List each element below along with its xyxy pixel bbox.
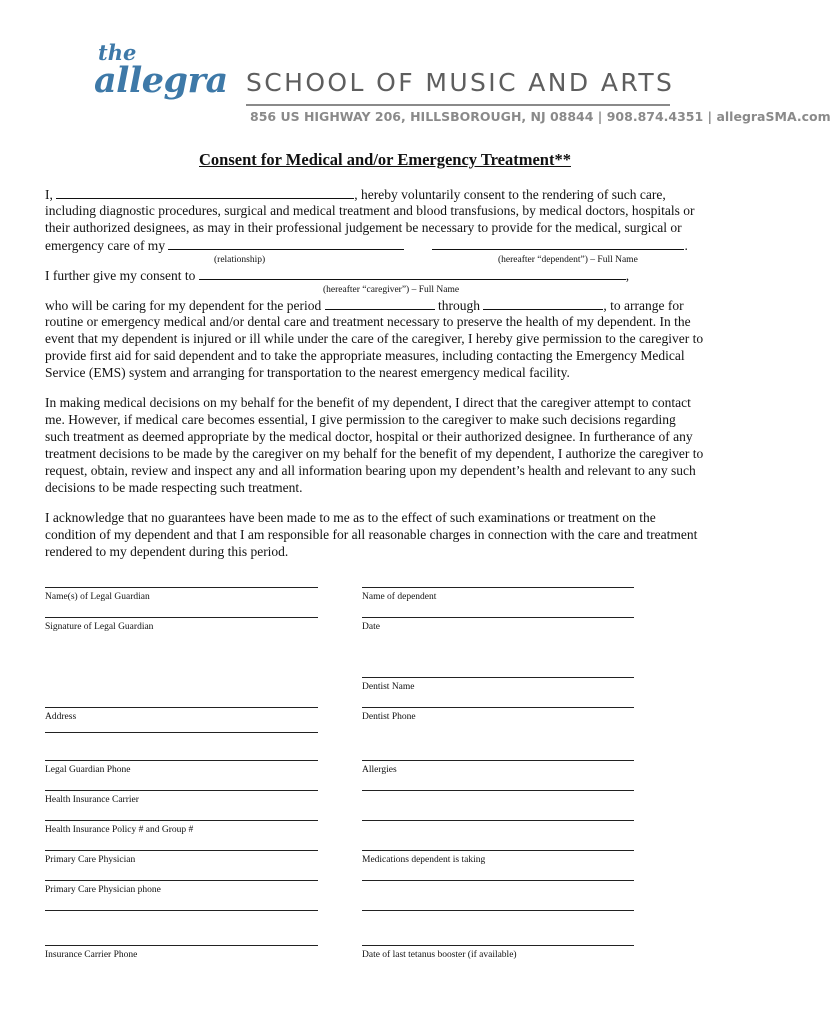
acknowledge-line-3: rendered to my dependent during this period. xyxy=(45,544,289,559)
date-label: Date xyxy=(362,622,380,632)
allergies-line-3[interactable] xyxy=(362,820,634,821)
dentist-name-line[interactable] xyxy=(362,677,634,678)
logo-allegra-text: allegra xyxy=(94,60,228,101)
consent-line-5-suffix: , xyxy=(625,268,630,283)
decision-line-4: treatment decisions to be made by the caregiver on my behalf for the benefit of my dependent, I authorize the caregiver to xyxy=(45,446,704,461)
consent-line-1 xyxy=(45,186,666,204)
insurance-phone-label: Insurance Carrier Phone xyxy=(45,950,138,960)
school-logo xyxy=(86,38,831,130)
tetanus-date-line[interactable] xyxy=(362,945,634,946)
address-label: Address xyxy=(45,712,77,722)
insurance-policy-line[interactable] xyxy=(45,820,318,821)
decision-line-3: such treatment as deemed appropriate by the medical doctor, hospital or their authorized designee. In furtherance of any xyxy=(45,429,693,444)
relationship-blank[interactable] xyxy=(168,237,404,250)
dentist-name-label: Dentist Name xyxy=(362,682,415,692)
consent-line-1-suffix: , hereby voluntarily consent to the rendering of such care, xyxy=(354,187,666,202)
allergies-line[interactable] xyxy=(362,760,634,761)
caregiver-name-blank[interactable] xyxy=(199,267,626,280)
acknowledge-line-2: condition of my dependent and that I am responsible for all reasonable charges in connection with the care and treatment xyxy=(45,527,698,542)
logo-the-text: the xyxy=(98,40,137,65)
decision-line-2: me. However, if medical care becomes essential, I give permission to the caregiver to make such decisions regarding xyxy=(45,412,676,427)
consent-line-6-suffix: , to arrange for xyxy=(603,298,684,313)
consent-line-4-suffix: . xyxy=(684,238,688,253)
decision-line-6: decisions to be made respecting such treatment. xyxy=(45,480,303,495)
medications-label: Medications dependent is taking xyxy=(362,855,486,865)
dentist-phone-label: Dentist Phone xyxy=(362,712,416,722)
consent-line-3: their authorized designees, as may in their professional judgement be necessary to provide for the medical, surgical or xyxy=(45,220,682,235)
date-line[interactable] xyxy=(362,617,634,618)
insurance-carrier-label: Health Insurance Carrier xyxy=(45,795,139,805)
guardian-names-line[interactable] xyxy=(45,587,318,588)
consent-line-6-prefix: who will be caring for my dependent for the period xyxy=(45,298,325,313)
consent-line-9: provide first aid for said dependent and to take the appropriate measures, including contacting the Emergency Medical xyxy=(45,348,685,363)
guardian-phone-label: Legal Guardian Phone xyxy=(45,765,131,775)
consent-line-6 xyxy=(45,297,684,315)
document-title: Consent for Medical and/or Emergency Treatment** xyxy=(199,150,571,169)
guardian-name-blank[interactable] xyxy=(56,186,354,199)
dependent-name-blank[interactable] xyxy=(432,237,684,250)
blank-left-line[interactable] xyxy=(45,910,318,911)
consent-line-1-prefix: I, xyxy=(45,187,57,202)
allergies-line-2[interactable] xyxy=(362,790,634,791)
consent-line-5-prefix: I further give my consent to xyxy=(45,268,199,283)
primary-physician-phone-label: Primary Care Physician phone xyxy=(45,885,161,895)
medications-line-3[interactable] xyxy=(362,910,634,911)
primary-physician-phone-line[interactable] xyxy=(45,880,318,881)
guardian-signature-label: Signature of Legal Guardian xyxy=(45,622,154,632)
logo-divider xyxy=(246,104,670,106)
insurance-policy-label: Health Insurance Policy # and Group # xyxy=(45,825,194,835)
guardian-phone-line[interactable] xyxy=(45,760,318,761)
period-end-blank[interactable] xyxy=(483,297,603,310)
address-line-2[interactable] xyxy=(45,732,318,733)
consent-line-2: including diagnostic procedures, surgical and medical treatment and blood transfusions, by medical doctors, hospitals or xyxy=(45,203,695,218)
dependent-name-label: Name of dependent xyxy=(362,592,437,602)
insurance-phone-line[interactable] xyxy=(45,945,318,946)
medications-line-2[interactable] xyxy=(362,880,634,881)
acknowledge-line-1: I acknowledge that no guarantees have been made to me as to the effect of such examinations or treatment on the xyxy=(45,510,656,525)
decision-line-5: request, obtain, review and inspect any and all information bearing upon my dependent’s health and relevant to any such xyxy=(45,463,696,478)
consent-line-5 xyxy=(45,267,629,285)
dependent-label: (hereafter “dependent”) – Full Name xyxy=(498,255,638,265)
dentist-phone-line[interactable] xyxy=(362,707,634,708)
relationship-label: (relationship) xyxy=(214,255,266,265)
caregiver-label: (hereafter “caregiver”) – Full Name xyxy=(323,285,460,295)
address-line[interactable] xyxy=(45,707,318,708)
school-address: 856 US HIGHWAY 206, HILLSBOROUGH, NJ 08844 | 908.874.4351 | allegraSMA.com xyxy=(250,109,831,124)
allergies-label: Allergies xyxy=(362,765,397,775)
consent-line-6-mid: through xyxy=(434,298,484,313)
medications-line[interactable] xyxy=(362,850,634,851)
insurance-carrier-line[interactable] xyxy=(45,790,318,791)
school-name: SCHOOL OF MUSIC AND ARTS xyxy=(246,68,675,97)
consent-line-10: Service (EMS) system and arranging for transportation to the nearest emergency medical facility. xyxy=(45,365,570,380)
dependent-name-line[interactable] xyxy=(362,587,634,588)
primary-physician-label: Primary Care Physician xyxy=(45,855,136,865)
guardian-names-label: Name(s) of Legal Guardian xyxy=(45,592,150,602)
consent-line-8: event that my dependent is injured or ill while under the care of the caregiver, I hereby give permission to the caregiver to xyxy=(45,331,704,346)
period-start-blank[interactable] xyxy=(325,297,435,310)
consent-line-4-prefix: emergency care of my xyxy=(45,238,169,253)
decision-line-1: In making medical decisions on my behalf for the benefit of my dependent, I direct that the caregiver attempt to contact xyxy=(45,395,691,410)
guardian-signature-line[interactable] xyxy=(45,617,318,618)
primary-physician-line[interactable] xyxy=(45,850,318,851)
tetanus-date-label: Date of last tetanus booster (if available) xyxy=(362,950,517,960)
consent-line-4 xyxy=(45,237,688,255)
consent-line-7: routine or emergency medical and/or dental care and treatment necessary to preserve the health of my dependent. In the xyxy=(45,314,691,329)
